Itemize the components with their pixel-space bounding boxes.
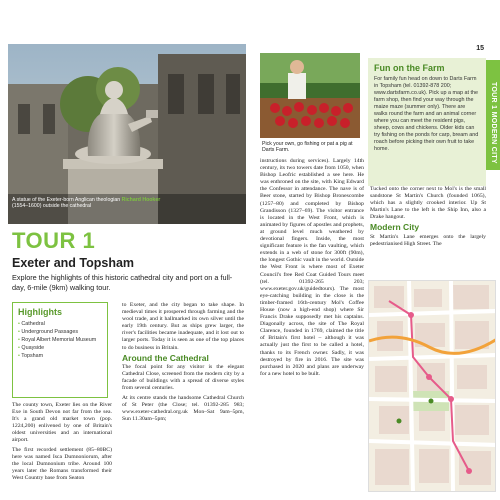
hero-caption [12, 197, 162, 210]
hero-caption-name: Richard Hooker [121, 197, 161, 203]
left-page [0, 0, 248, 500]
left-column-1 [12, 402, 112, 485]
farm-box-title: Fun on the Farm [374, 63, 445, 73]
highlights-box [12, 302, 108, 398]
highlights-list [18, 320, 102, 360]
body-paragraph: The first recorded settlement (85–80BC) here was named Isca Dumnoniorum, after the local Dumnonium tribe. Around 100 years later the Romans transformed their West Country base from Seaton [12, 447, 112, 482]
highlights-title: Highlights [18, 307, 62, 317]
farm-produce-illustration [260, 53, 360, 138]
farm-photo [260, 53, 360, 138]
tour-intro: Explore the highlights of this historic cathedral city and port on a full-day, 6-mile (9km) walking tour. [12, 273, 233, 292]
body-paragraph: The focal point for any visitor is the elegant Cathedral Close, screened from the modern city by a facade of buildings with a spread of diverse styles from several centuries. [122, 363, 244, 392]
hero-caption-suffix: (1554–1600) outside the cathedral [12, 203, 92, 210]
city-map [368, 280, 496, 492]
highlight-item: • Topsham [18, 352, 102, 360]
body-paragraph: The county town, Exeter lies on the River Exe in South Devon not far from the sea. It's a grand old market town (pop. 1224,200) enlivened by one of Britain's oldest universities and an international airport. [12, 402, 112, 444]
hero-caption-prefix: A statue of the Exeter-born Anglican theologian [12, 197, 122, 203]
section-title-around-cathedral: Around the Cathedral [122, 352, 209, 363]
farm-caption: Pick your own, go fishing or pat a pig at Darts Farm. [262, 141, 353, 154]
left-column-2 [122, 302, 244, 426]
highlight-item: • Royal Albert Memorial Museum [18, 336, 102, 344]
tour-title: TOUR 1 [12, 228, 96, 253]
farm-box-body: For family fun head on down to Darts Farm in Topsham (tel. 01392-878 200; www.dartsfarm.co.uk). Pick up a map at the farm shop, then find your way through the maize maze (summer only). There are walks round the farm and an animal corner where you can meet the resident pigs, sheep, cows and chickens. Older kids can try fishing on the ponds for carp, bream and roach before picking their own fruit to take home. [374, 76, 479, 152]
highlight-item: • Quayside [18, 344, 102, 352]
body-paragraph: to Exeter, and the city began to take shape. In medieval times it prospered through farming and the wool trade, and it hallmarked its own silver until the early 19th century. But as ships grew larger, the river's facilities became inadequate, and it lost out to larger ports. Today it is seen as one of the top places to do business in Britain. [122, 302, 244, 351]
right-column-1 [260, 158, 364, 380]
right-page [252, 0, 500, 500]
body-paragraph: St Martin's Lane emerges onto the largely pedestrianised High Street. The [370, 233, 486, 247]
street-map-illustration [369, 281, 496, 492]
highlight-item: • Cathedral [18, 320, 102, 328]
page-number: 15 [476, 45, 484, 52]
side-tab-label: TOUR 1 MODERN CITY [490, 82, 497, 164]
section-title-modern-city: Modern City [370, 222, 420, 233]
fun-on-farm-box [368, 58, 486, 186]
highlight-item: • Underground Passages [18, 328, 102, 336]
body-paragraph: instructions during services). Largely 14th century, its two towers date from 1050, when Bishop Leofric established a see here. He was enthroned on the site, with King Edward the Confessor in attendance. The nave is of Beer stone, started by Bishop Bronescombe (1257–80) and completed by Bishop Grandisson (1327–69). The visitor entrance is located in the West Front, which is animated by figures of apostles and prophets, at ground level much weathered by devotional fingers. Inside, the most significant feature is the fan vaulting, which extends in a web of stone for 300ft (90m), the longest Gothic vault in the world. Outside the West Front is where most of Exeter Council's free Red Coat Guided Tours meet (tel. 01392-265 203; www.exeter.gov.uk/guidedtours). The most eye-catching building in the close is the timber-framed 16th-century Mol's Coffee House (now a high-end shop) where Sir Francis Drake supposedly met his captains. Diagonally across, the site of The Royal Clarence, founded in 1769, claimed the title of Britain's first hotel – although it was actually just the first to be called a hotel, thanks to its French owner. Sadly, it was destroyed by fire in 2016. The site was purchased in 2020 and plans are underway for a new hotel to be built. [260, 158, 364, 377]
body-paragraph: Tucked onto the corner next to Mol's is the small sandstone St Martin's Church (founded 1065), which has a slightly crooked interior. Up St Martin's Lane to the left is the Ship Inn, also a Drake hangout. [370, 186, 486, 221]
right-column-2 [370, 186, 486, 250]
body-paragraph: At its centre stands the handsome Cathedral Church of St Peter (the Close; tel. 01392-285 983; www.exeter-cathedral.org.uk Mon–Sat 9am–5pm, Sun 11.30am–5pm; [122, 394, 244, 422]
tour-subtitle: Exeter and Topsham [12, 256, 135, 270]
